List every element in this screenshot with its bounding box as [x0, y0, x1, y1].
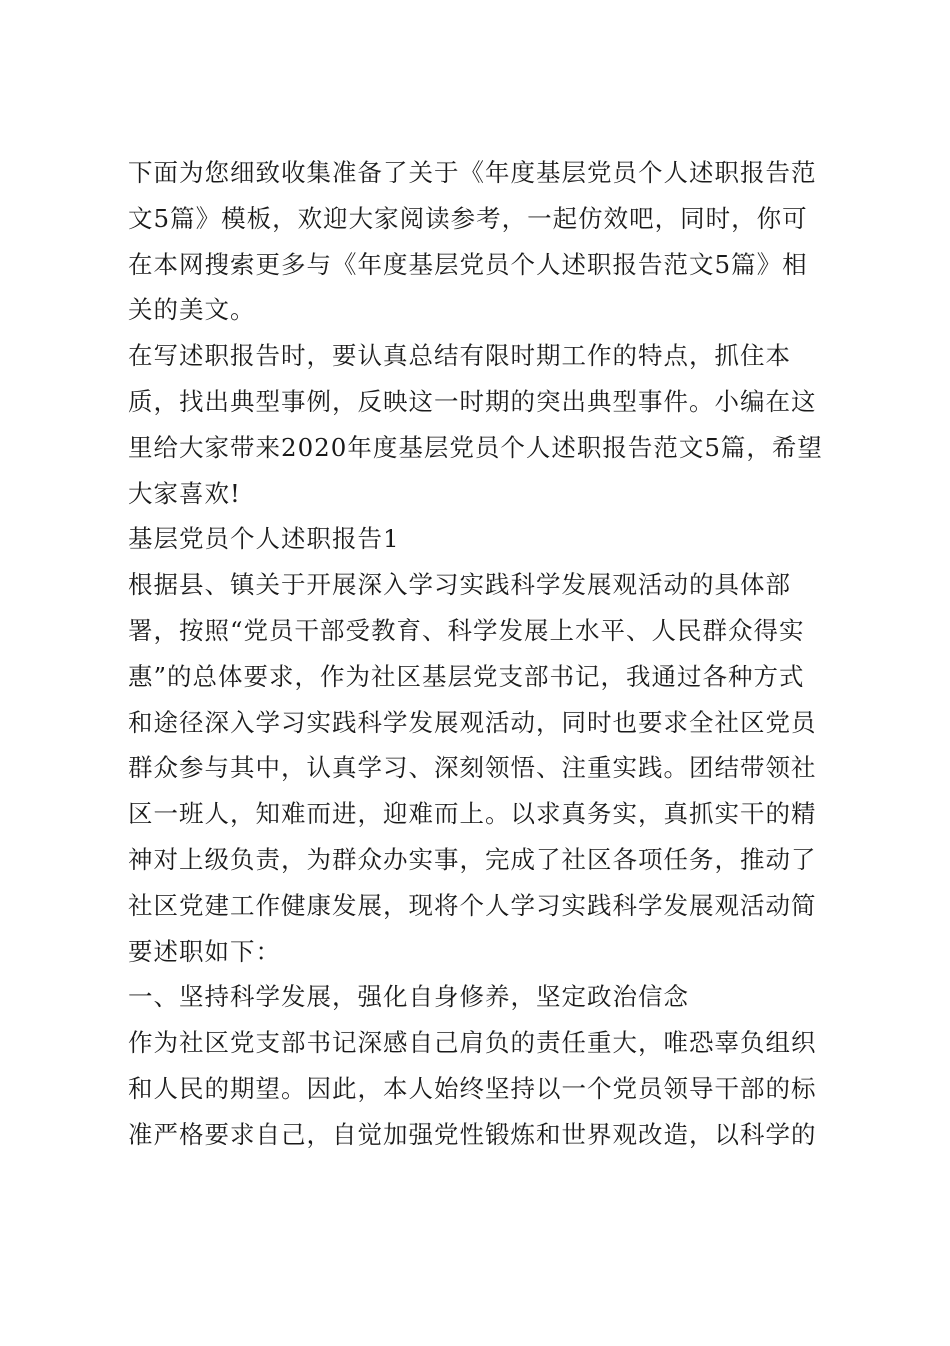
text-line: 作为社区党支部书记深感自己肩负的责任重大，唯恐辜负组织 [128, 1028, 817, 1058]
text-line: 要述职如下： [128, 936, 281, 966]
text-line: 署，按照“党员干部受教育、科学发展上水平、人民群众得实 [128, 615, 805, 645]
text-line: 准严格要求自己，自觉加强党性锻炼和世界观改造，以科学的 [128, 1119, 817, 1149]
text-line: 大家喜欢! [128, 478, 241, 508]
text-line: 在本网搜索更多与《年度基层党员个人述职报告范文5篇》相 [128, 249, 808, 279]
section-heading: 基层党员个人述职报告1 [128, 524, 400, 554]
text-line: 和途径深入学习实践科学发展观活动，同时也要求全社区党员 [128, 707, 817, 737]
text-line: 文5篇》模板，欢迎大家阅读参考，一起仿效吧，同时，你可 [128, 203, 808, 233]
text-line: 惠”的总体要求，作为社区基层党支部书记，我通过各种方式 [128, 661, 805, 691]
text-line: 在写述职报告时，要认真总结有限时期工作的特点，抓住本 [128, 341, 791, 371]
text-line: 关的美文。 [128, 295, 256, 325]
text-line: 群众参与其中，认真学习、深刻领悟、注重实践。团结带领社 [128, 753, 817, 783]
text-line: 区一班人，知难而进，迎难而上。以求真务实，真抓实干的精 [128, 799, 817, 829]
text-line: 社区党建工作健康发展，现将个人学习实践科学发展观活动简 [128, 890, 817, 920]
text-line: 质，找出典型事例，反映这一时期的突出典型事件。小编在这 [128, 386, 817, 416]
text-line: 下面为您细致收集准备了关于《年度基层党员个人述职报告范 [128, 158, 817, 187]
text-line: 根据县、镇关于开展深入学习实践科学发展观活动的具体部 [128, 570, 791, 600]
text-line: 里给大家带来2020年度基层党员个人述职报告范文5篇，希望 [128, 432, 823, 462]
section-heading: 一、坚持科学发展，强化自身修养，坚定政治信念 [128, 982, 689, 1012]
text-line: 神对上级负责，为群众办实事，完成了社区各项任务，推动了 [128, 844, 817, 874]
document-body [128, 150, 828, 1158]
text-line: 和人民的期望。因此，本人始终坚持以一个党员领导干部的标 [128, 1073, 817, 1103]
